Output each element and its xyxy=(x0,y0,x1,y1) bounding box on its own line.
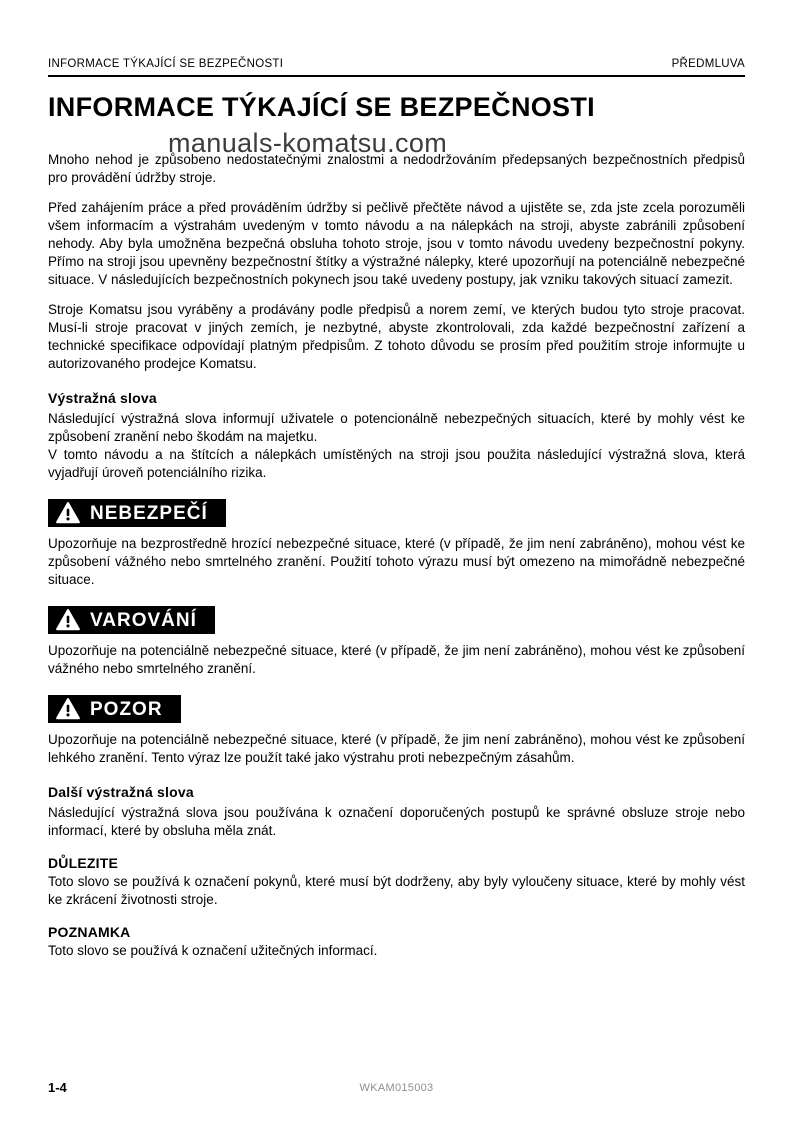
danger-banner-label: NEBEZPEČÍ xyxy=(90,503,208,524)
intro-paragraph: Stroje Komatsu jsou vyráběny a prodávány podle předpisů a norem zemí, ve kterých budou tyto stroje pracovat. Musí-li stroje pracovat v jiných zemích, je nezbytné, abyste zkontrolovali, zda každé bezpečnostní zařízení a technické specifikace odpovídají platným předpisům. Z tohoto důvodu se prosím před použitím stroje informujte u autorizovaného prodejce Komatsu. xyxy=(48,302,745,371)
page-footer xyxy=(48,1079,745,1095)
signal-words-paragraph: Následující výstražná slova informují uživatele o potencionálně nebezpečných situacích, které by mohly vést ke způsobení zranění nebo škodám na majetku. xyxy=(48,411,745,444)
warning-body-text: Upozorňuje na potenciálně nebezpečné situace, které (v případě, že jim není zabráněno), mohou vést ke způsobení vážného nebo smrtelného zranění. xyxy=(48,643,745,676)
page-title: INFORMACE TÝKAJÍCÍ SE BEZPEČNOSTI xyxy=(48,92,595,122)
running-header-right: PŘEDMLUVA xyxy=(671,58,745,70)
intro-paragraph: Mnoho nehod je způsobeno nedostatečnými znalostmi a nedodržováním předepsaných bezpečnostních předpisů pro provádění údržby stroje. xyxy=(48,152,745,185)
footer-page-number: 1-4 xyxy=(48,1080,67,1095)
caution-banner xyxy=(48,695,181,723)
other-words-intro: Následující výstražná slova jsou používána k označení doporučených postupů ke správné obsluze stroje nebo informací, které by obsluha měla znát. xyxy=(48,805,745,838)
running-header-left: INFORMACE TÝKAJÍCÍ SE BEZPEČNOSTI xyxy=(48,58,284,70)
warning-banner-label: VAROVÁNÍ xyxy=(90,610,197,631)
caution-body-text: Upozorňuje na potenciálně nebezpečné situace, které (v případě, že jim není zabráněno), mohou vést ke způsobení lehkého zranění. Tento výraz lze použít také jako výstrahu proti nebezpečným zásahům. xyxy=(48,732,745,765)
section-heading-signal-words: Výstražná slova xyxy=(48,390,157,406)
term-definition-important: Toto slovo se používá k označení pokynů, které musí být dodrženy, aby byly vyloučeny situace, které by mohly vést ke zkrácení životnosti stroje. xyxy=(48,874,745,907)
page-body xyxy=(48,151,745,960)
danger-banner xyxy=(48,499,226,527)
caution-section xyxy=(48,678,745,767)
watermark-text: manuals-komatsu.com xyxy=(168,128,448,158)
warning-triangle-icon xyxy=(56,609,80,631)
signal-words-paragraph: V tomto návodu a na štítcích a nálepkách umístěných na stroji jsou použita následující výstražná slova, která vyjadřují úroveň potenciálního rizika. xyxy=(48,447,745,480)
footer-doc-code: WKAM015003 xyxy=(359,1082,434,1094)
term-heading-note: POZNAMKA xyxy=(48,924,131,940)
running-header xyxy=(48,0,745,77)
danger-section xyxy=(48,482,745,589)
warning-section xyxy=(48,589,745,678)
warning-triangle-icon xyxy=(56,502,80,524)
term-heading-important: DŮLEZITE xyxy=(48,855,119,871)
caution-banner-label: POZOR xyxy=(90,699,163,720)
section-heading-other-words: Další výstražná slova xyxy=(48,784,194,800)
warning-banner xyxy=(48,606,215,634)
warning-triangle-icon xyxy=(56,698,80,720)
term-definition-note: Toto slovo se používá k označení užitečných informací. xyxy=(48,943,378,958)
danger-body-text: Upozorňuje na bezprostředně hrozící nebezpečné situace, které (v případě, že jim není zabráněno), mohou vést ke způsobení vážného nebo smrtelného zranění. Použití tohoto výrazu musí být omezeno na mimořádně nebezpečné situace. xyxy=(48,536,745,587)
intro-paragraph: Před zahájením práce a před prováděním údržby si pečlivě přečtěte návod a ujistěte se, zda jste zcela porozuměli všem informacím a výstrahám uvedeným v tomto návodu a na nálepkách na stroji, abyste zabránili způsobení nehody. Aby byla umožněna bezpečná obsluha tohoto stroje, jsou v tomto návodu uvedeny bezpečnostní pokyny. Přímo na stroji jsou upevněny bezpečnostní štítky a výstražné nálepky, které upozorňují na potenciálně nebezpečné situace. V následujících bezpečnostních pokynech jsou také uvedeny postupy, jak vzniku takových situací zamezit. xyxy=(48,200,745,287)
